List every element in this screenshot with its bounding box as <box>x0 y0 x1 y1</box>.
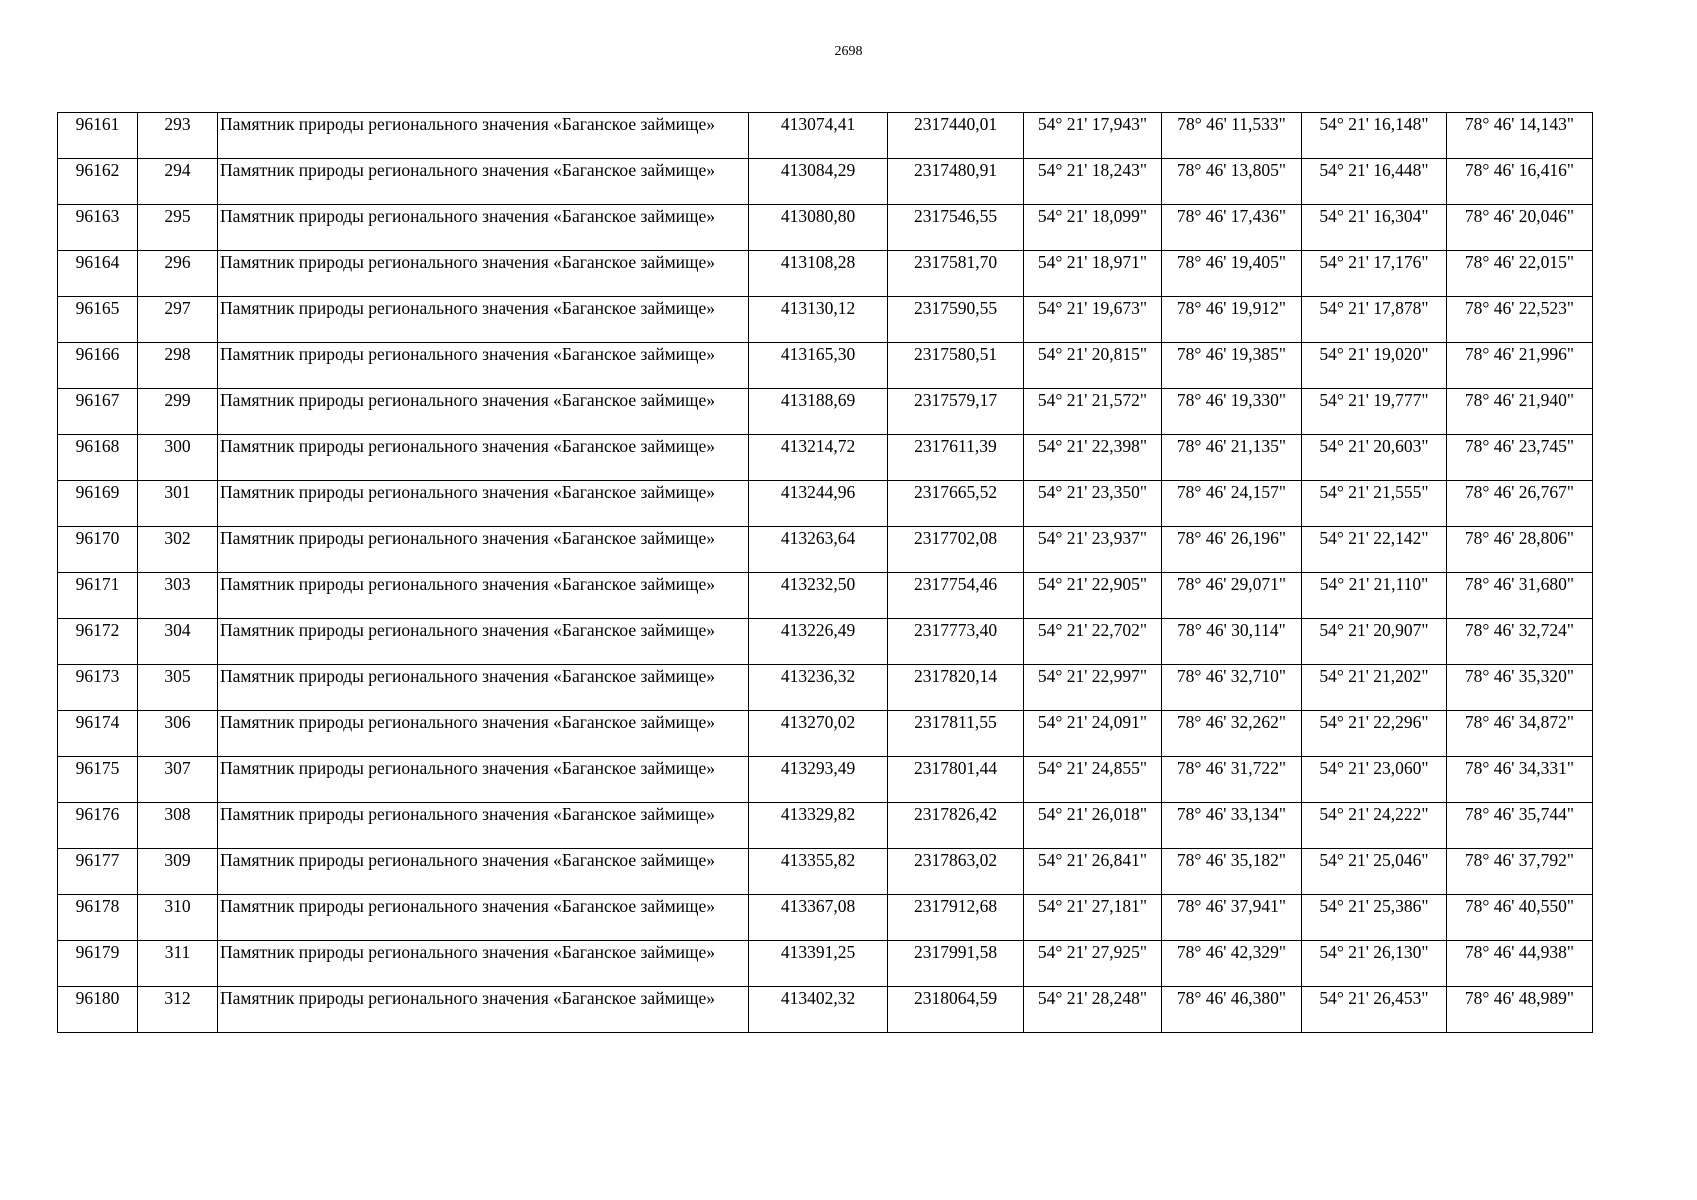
cell-longitude-1: 78° 46' 26,196" <box>1162 527 1302 573</box>
table-row <box>58 619 1593 665</box>
cell-longitude-1: 78° 46' 21,135" <box>1162 435 1302 481</box>
cell-coord-y: 2317546,55 <box>888 205 1024 251</box>
cell-object-name: Памятник природы регионального значения «Баганское займище» <box>218 941 749 987</box>
cell-record-id: 96176 <box>58 803 138 849</box>
table-row <box>58 159 1593 205</box>
cell-latitude-1: 54° 21' 19,673" <box>1024 297 1162 343</box>
cell-coord-x: 413188,69 <box>749 389 888 435</box>
cell-longitude-2: 78° 46' 22,523" <box>1447 297 1593 343</box>
cell-record-id: 96180 <box>58 987 138 1033</box>
cell-latitude-2: 54° 21' 19,777" <box>1302 389 1447 435</box>
cell-coord-y: 2317863,02 <box>888 849 1024 895</box>
cell-coord-x: 413355,82 <box>749 849 888 895</box>
cell-object-name: Памятник природы регионального значения «Баганское займище» <box>218 803 749 849</box>
cell-coord-x: 413293,49 <box>749 757 888 803</box>
cell-coord-x: 413226,49 <box>749 619 888 665</box>
cell-object-name: Памятник природы регионального значения «Баганское займище» <box>218 665 749 711</box>
cell-longitude-2: 78° 46' 28,806" <box>1447 527 1593 573</box>
cell-record-id: 96178 <box>58 895 138 941</box>
cell-longitude-2: 78° 46' 31,680" <box>1447 573 1593 619</box>
table-row <box>58 711 1593 757</box>
cell-object-name: Памятник природы регионального значения «Баганское займище» <box>218 159 749 205</box>
cell-latitude-2: 54° 21' 16,304" <box>1302 205 1447 251</box>
cell-object-name: Памятник природы регионального значения «Баганское займище» <box>218 343 749 389</box>
page-number: 2698 <box>834 44 863 59</box>
cell-record-id: 96177 <box>58 849 138 895</box>
cell-point-number: 301 <box>138 481 218 527</box>
table-row <box>58 987 1593 1033</box>
table-row <box>58 895 1593 941</box>
cell-point-number: 300 <box>138 435 218 481</box>
cell-coord-y: 2317611,39 <box>888 435 1024 481</box>
cell-longitude-1: 78° 46' 46,380" <box>1162 987 1302 1033</box>
cell-longitude-1: 78° 46' 24,157" <box>1162 481 1302 527</box>
cell-coord-y: 2318064,59 <box>888 987 1024 1033</box>
cell-object-name: Памятник природы регионального значения «Баганское займище» <box>218 619 749 665</box>
cell-latitude-2: 54° 21' 25,046" <box>1302 849 1447 895</box>
cell-longitude-2: 78° 46' 21,940" <box>1447 389 1593 435</box>
cell-point-number: 298 <box>138 343 218 389</box>
cell-record-id: 96168 <box>58 435 138 481</box>
cell-latitude-1: 54° 21' 18,971" <box>1024 251 1162 297</box>
cell-longitude-2: 78° 46' 34,872" <box>1447 711 1593 757</box>
cell-record-id: 96163 <box>58 205 138 251</box>
cell-coord-x: 413329,82 <box>749 803 888 849</box>
cell-longitude-1: 78° 46' 42,329" <box>1162 941 1302 987</box>
cell-record-id: 96175 <box>58 757 138 803</box>
cell-latitude-1: 54° 21' 18,243" <box>1024 159 1162 205</box>
cell-coord-x: 413214,72 <box>749 435 888 481</box>
cell-latitude-2: 54° 21' 25,386" <box>1302 895 1447 941</box>
cell-longitude-1: 78° 46' 32,710" <box>1162 665 1302 711</box>
table-row <box>58 435 1593 481</box>
cell-coord-x: 413236,32 <box>749 665 888 711</box>
cell-object-name: Памятник природы регионального значения «Баганское займище» <box>218 435 749 481</box>
cell-coord-x: 413270,02 <box>749 711 888 757</box>
cell-longitude-2: 78° 46' 35,744" <box>1447 803 1593 849</box>
cell-record-id: 96169 <box>58 481 138 527</box>
cell-record-id: 96172 <box>58 619 138 665</box>
cell-coord-x: 413367,08 <box>749 895 888 941</box>
cell-coord-x: 413263,64 <box>749 527 888 573</box>
cell-longitude-1: 78° 46' 11,533" <box>1162 113 1302 159</box>
table-row <box>58 251 1593 297</box>
cell-coord-x: 413108,28 <box>749 251 888 297</box>
cell-coord-y: 2317754,46 <box>888 573 1024 619</box>
cell-latitude-1: 54° 21' 17,943" <box>1024 113 1162 159</box>
cell-record-id: 96170 <box>58 527 138 573</box>
cell-coord-y: 2317820,14 <box>888 665 1024 711</box>
cell-latitude-1: 54° 21' 20,815" <box>1024 343 1162 389</box>
table-row <box>58 665 1593 711</box>
cell-latitude-1: 54° 21' 22,997" <box>1024 665 1162 711</box>
cell-longitude-1: 78° 46' 32,262" <box>1162 711 1302 757</box>
cell-longitude-2: 78° 46' 32,724" <box>1447 619 1593 665</box>
cell-coord-y: 2317579,17 <box>888 389 1024 435</box>
cell-longitude-2: 78° 46' 23,745" <box>1447 435 1593 481</box>
cell-longitude-2: 78° 46' 14,143" <box>1447 113 1593 159</box>
table-row <box>58 849 1593 895</box>
cell-object-name: Памятник природы регионального значения «Баганское займище» <box>218 389 749 435</box>
cell-latitude-2: 54° 21' 22,142" <box>1302 527 1447 573</box>
cell-record-id: 96162 <box>58 159 138 205</box>
table-row <box>58 113 1593 159</box>
cell-latitude-1: 54° 21' 23,937" <box>1024 527 1162 573</box>
cell-latitude-2: 54° 21' 20,907" <box>1302 619 1447 665</box>
cell-coord-y: 2317991,58 <box>888 941 1024 987</box>
cell-longitude-1: 78° 46' 33,134" <box>1162 803 1302 849</box>
cell-latitude-2: 54° 21' 26,453" <box>1302 987 1447 1033</box>
cell-longitude-1: 78° 46' 19,912" <box>1162 297 1302 343</box>
cell-longitude-1: 78° 46' 37,941" <box>1162 895 1302 941</box>
cell-longitude-2: 78° 46' 26,767" <box>1447 481 1593 527</box>
cell-longitude-2: 78° 46' 40,550" <box>1447 895 1593 941</box>
cell-longitude-2: 78° 46' 34,331" <box>1447 757 1593 803</box>
cell-coord-y: 2317912,68 <box>888 895 1024 941</box>
cell-point-number: 312 <box>138 987 218 1033</box>
cell-record-id: 96161 <box>58 113 138 159</box>
cell-longitude-2: 78° 46' 44,938" <box>1447 941 1593 987</box>
cell-object-name: Памятник природы регионального значения «Баганское займище» <box>218 527 749 573</box>
cell-latitude-1: 54° 21' 26,018" <box>1024 803 1162 849</box>
cell-longitude-1: 78° 46' 17,436" <box>1162 205 1302 251</box>
cell-longitude-1: 78° 46' 30,114" <box>1162 619 1302 665</box>
cell-latitude-2: 54° 21' 22,296" <box>1302 711 1447 757</box>
cell-coord-y: 2317801,44 <box>888 757 1024 803</box>
cell-latitude-1: 54° 21' 27,181" <box>1024 895 1162 941</box>
table-row <box>58 297 1593 343</box>
cell-latitude-1: 54° 21' 22,905" <box>1024 573 1162 619</box>
cell-record-id: 96179 <box>58 941 138 987</box>
cell-record-id: 96166 <box>58 343 138 389</box>
cell-longitude-1: 78° 46' 19,405" <box>1162 251 1302 297</box>
cell-longitude-1: 78° 46' 19,330" <box>1162 389 1302 435</box>
table-row <box>58 389 1593 435</box>
table-row <box>58 573 1593 619</box>
cell-object-name: Памятник природы регионального значения «Баганское займище» <box>218 573 749 619</box>
cell-coord-y: 2317480,91 <box>888 159 1024 205</box>
table-row <box>58 803 1593 849</box>
cell-latitude-1: 54° 21' 26,841" <box>1024 849 1162 895</box>
cell-record-id: 96173 <box>58 665 138 711</box>
cell-latitude-1: 54° 21' 21,572" <box>1024 389 1162 435</box>
cell-coord-x: 413391,25 <box>749 941 888 987</box>
cell-coord-x: 413244,96 <box>749 481 888 527</box>
cell-longitude-2: 78° 46' 21,996" <box>1447 343 1593 389</box>
cell-object-name: Памятник природы регионального значения «Баганское займище» <box>218 849 749 895</box>
cell-point-number: 294 <box>138 159 218 205</box>
cell-record-id: 96167 <box>58 389 138 435</box>
cell-longitude-1: 78° 46' 35,182" <box>1162 849 1302 895</box>
cell-longitude-2: 78° 46' 37,792" <box>1447 849 1593 895</box>
cell-point-number: 308 <box>138 803 218 849</box>
cell-point-number: 296 <box>138 251 218 297</box>
table-row <box>58 481 1593 527</box>
cell-coord-y: 2317590,55 <box>888 297 1024 343</box>
cell-latitude-1: 54° 21' 24,091" <box>1024 711 1162 757</box>
cell-coord-y: 2317440,01 <box>888 113 1024 159</box>
cell-point-number: 297 <box>138 297 218 343</box>
cell-point-number: 306 <box>138 711 218 757</box>
cell-latitude-2: 54° 21' 17,176" <box>1302 251 1447 297</box>
cell-point-number: 310 <box>138 895 218 941</box>
table-row <box>58 205 1593 251</box>
cell-coord-y: 2317811,55 <box>888 711 1024 757</box>
cell-latitude-1: 54° 21' 28,248" <box>1024 987 1162 1033</box>
cell-object-name: Памятник природы регионального значения «Баганское займище» <box>218 987 749 1033</box>
cell-record-id: 96164 <box>58 251 138 297</box>
cell-longitude-2: 78° 46' 35,320" <box>1447 665 1593 711</box>
cell-point-number: 304 <box>138 619 218 665</box>
cell-latitude-1: 54° 21' 23,350" <box>1024 481 1162 527</box>
cell-longitude-2: 78° 46' 48,989" <box>1447 987 1593 1033</box>
table-body <box>58 113 1593 1033</box>
cell-object-name: Памятник природы регионального значения «Баганское займище» <box>218 757 749 803</box>
cell-point-number: 299 <box>138 389 218 435</box>
cell-object-name: Памятник природы регионального значения «Баганское займище» <box>218 895 749 941</box>
cell-longitude-2: 78° 46' 22,015" <box>1447 251 1593 297</box>
cell-latitude-2: 54° 21' 17,878" <box>1302 297 1447 343</box>
cell-point-number: 311 <box>138 941 218 987</box>
cell-latitude-2: 54° 21' 21,202" <box>1302 665 1447 711</box>
cell-latitude-1: 54° 21' 22,398" <box>1024 435 1162 481</box>
cell-coord-x: 413080,80 <box>749 205 888 251</box>
table-row <box>58 343 1593 389</box>
cell-longitude-1: 78° 46' 31,722" <box>1162 757 1302 803</box>
cell-longitude-1: 78° 46' 19,385" <box>1162 343 1302 389</box>
cell-latitude-2: 54° 21' 20,603" <box>1302 435 1447 481</box>
cell-coord-y: 2317702,08 <box>888 527 1024 573</box>
cell-latitude-2: 54° 21' 23,060" <box>1302 757 1447 803</box>
cell-object-name: Памятник природы регионального значения «Баганское займище» <box>218 251 749 297</box>
cell-longitude-1: 78° 46' 13,805" <box>1162 159 1302 205</box>
cell-latitude-1: 54° 21' 24,855" <box>1024 757 1162 803</box>
cell-coord-x: 413074,41 <box>749 113 888 159</box>
coordinates-table <box>57 112 1593 1033</box>
cell-coord-y: 2317665,52 <box>888 481 1024 527</box>
cell-object-name: Памятник природы регионального значения «Баганское займище» <box>218 297 749 343</box>
cell-latitude-2: 54° 21' 16,148" <box>1302 113 1447 159</box>
cell-coord-x: 413084,29 <box>749 159 888 205</box>
cell-latitude-2: 54° 21' 21,110" <box>1302 573 1447 619</box>
cell-point-number: 305 <box>138 665 218 711</box>
cell-coord-x: 413232,50 <box>749 573 888 619</box>
cell-record-id: 96171 <box>58 573 138 619</box>
cell-latitude-2: 54° 21' 16,448" <box>1302 159 1447 205</box>
cell-coord-x: 413130,12 <box>749 297 888 343</box>
cell-latitude-1: 54° 21' 18,099" <box>1024 205 1162 251</box>
cell-coord-y: 2317581,70 <box>888 251 1024 297</box>
cell-point-number: 302 <box>138 527 218 573</box>
cell-point-number: 293 <box>138 113 218 159</box>
cell-point-number: 307 <box>138 757 218 803</box>
cell-coord-y: 2317580,51 <box>888 343 1024 389</box>
cell-object-name: Памятник природы регионального значения «Баганское займище» <box>218 481 749 527</box>
cell-object-name: Памятник природы регионального значения «Баганское займище» <box>218 711 749 757</box>
cell-point-number: 303 <box>138 573 218 619</box>
cell-latitude-2: 54° 21' 24,222" <box>1302 803 1447 849</box>
cell-coord-y: 2317773,40 <box>888 619 1024 665</box>
cell-record-id: 96165 <box>58 297 138 343</box>
table-row <box>58 757 1593 803</box>
cell-latitude-2: 54° 21' 26,130" <box>1302 941 1447 987</box>
cell-latitude-1: 54° 21' 27,925" <box>1024 941 1162 987</box>
cell-longitude-1: 78° 46' 29,071" <box>1162 573 1302 619</box>
cell-record-id: 96174 <box>58 711 138 757</box>
cell-latitude-1: 54° 21' 22,702" <box>1024 619 1162 665</box>
cell-longitude-2: 78° 46' 20,046" <box>1447 205 1593 251</box>
cell-object-name: Памятник природы регионального значения «Баганское займище» <box>218 113 749 159</box>
table-row <box>58 941 1593 987</box>
cell-longitude-2: 78° 46' 16,416" <box>1447 159 1593 205</box>
cell-point-number: 295 <box>138 205 218 251</box>
cell-coord-y: 2317826,42 <box>888 803 1024 849</box>
cell-point-number: 309 <box>138 849 218 895</box>
cell-object-name: Памятник природы регионального значения «Баганское займище» <box>218 205 749 251</box>
cell-latitude-2: 54° 21' 21,555" <box>1302 481 1447 527</box>
cell-coord-x: 413402,32 <box>749 987 888 1033</box>
table-row <box>58 527 1593 573</box>
cell-latitude-2: 54° 21' 19,020" <box>1302 343 1447 389</box>
cell-coord-x: 413165,30 <box>749 343 888 389</box>
